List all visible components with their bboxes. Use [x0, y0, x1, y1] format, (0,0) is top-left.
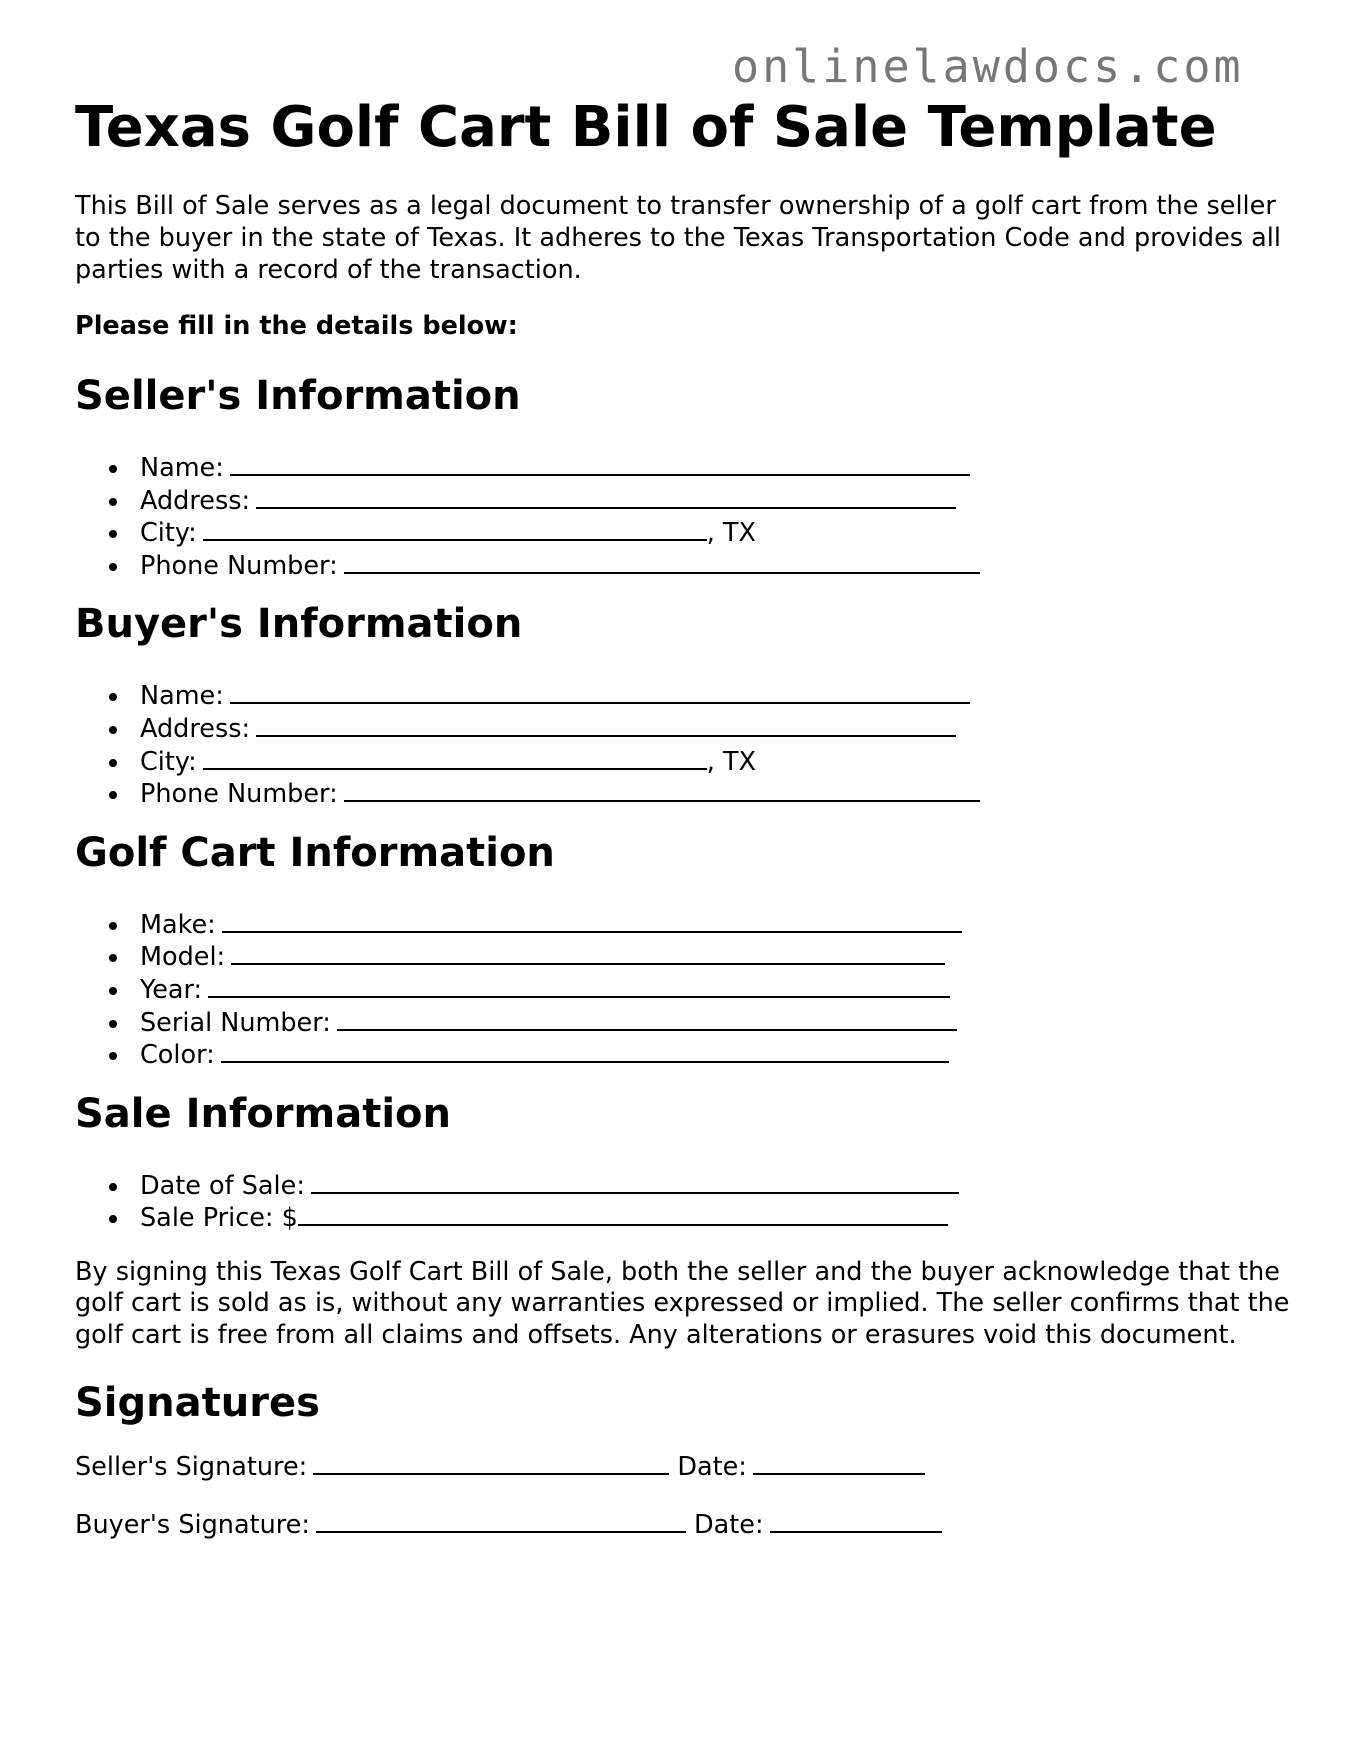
buyer-phone-blank[interactable]: [344, 778, 980, 802]
signatures-heading: Signatures: [75, 1380, 320, 1427]
cart-year-field[interactable]: Year:: [105, 974, 1305, 1007]
acknowledgement-paragraph: By signing this Texas Golf Cart Bill of Sale, both the seller and the buyer acknowledge that the golf cart is sold as is, without any warranties expressed or implied. The seller confirms that the golf cart is free from all claims and offsets. Any alterations or erasures void this document.: [75, 1256, 1290, 1350]
seller-signature-blank[interactable]: [313, 1451, 669, 1475]
seller-name-blank[interactable]: [230, 452, 970, 476]
sale-date-field[interactable]: Date of Sale:: [105, 1170, 1305, 1203]
seller-city-blank[interactable]: [203, 517, 707, 541]
cart-make-field[interactable]: Make:: [105, 909, 1305, 942]
sale-price-blank[interactable]: [298, 1202, 948, 1226]
cart-serial-blank[interactable]: [337, 1007, 957, 1031]
cart-color-field[interactable]: Color:: [105, 1039, 1305, 1072]
seller-phone-field[interactable]: Phone Number:: [105, 550, 1305, 583]
cart-model-blank[interactable]: [231, 941, 945, 965]
cart-model-field[interactable]: Model:: [105, 941, 1305, 974]
cart-year-blank[interactable]: [208, 974, 950, 998]
buyer-city-field[interactable]: City: , TX: [105, 746, 1305, 779]
buyer-signature-row[interactable]: Buyer's Signature: Date:: [75, 1509, 1305, 1541]
seller-address-field[interactable]: Address:: [105, 485, 1305, 518]
buyer-phone-field[interactable]: Phone Number:: [105, 778, 1305, 811]
fill-instruction: Please fill in the details below:: [75, 311, 518, 341]
seller-phone-blank[interactable]: [344, 550, 980, 574]
sale-price-field[interactable]: Sale Price: $: [105, 1202, 1305, 1235]
seller-signature-row[interactable]: Seller's Signature: Date:: [75, 1451, 1305, 1483]
seller-address-blank[interactable]: [256, 485, 956, 509]
buyer-heading: Buyer's Information: [75, 601, 523, 648]
buyer-address-field[interactable]: Address:: [105, 713, 1305, 746]
cart-fields: [75, 909, 1305, 1072]
sale-heading: Sale Information: [75, 1090, 451, 1137]
document-page: [75, 96, 1305, 1541]
sale-fields: [75, 1170, 1305, 1235]
buyer-signature-blank[interactable]: [316, 1509, 686, 1533]
cart-heading: Golf Cart Information: [75, 829, 555, 876]
seller-city-field[interactable]: City: , TX: [105, 517, 1305, 550]
intro-paragraph: This Bill of Sale serves as a legal document to transfer ownership of a golf cart from the seller to the buyer in the state of Texas. It adheres to the Texas Transportation Code and provides all parties with a record of the transaction.: [75, 191, 1281, 285]
buyer-date-blank[interactable]: [770, 1509, 942, 1533]
buyer-address-blank[interactable]: [256, 713, 956, 737]
buyer-city-blank[interactable]: [203, 746, 707, 770]
buyer-name-field[interactable]: Name:: [105, 680, 1305, 713]
cart-color-blank[interactable]: [221, 1039, 949, 1063]
sale-date-blank[interactable]: [311, 1170, 959, 1194]
seller-heading: Seller's Information: [75, 373, 521, 419]
seller-name-field[interactable]: Name:: [105, 452, 1305, 485]
seller-date-blank[interactable]: [753, 1451, 925, 1475]
page-title: Texas Golf Cart Bill of Sale Template: [75, 95, 1217, 160]
watermark: onlinelawdocs.com: [732, 40, 1244, 93]
seller-fields: [75, 452, 1305, 582]
buyer-fields: [75, 680, 1305, 810]
cart-make-blank[interactable]: [222, 909, 962, 933]
cart-serial-field[interactable]: Serial Number:: [105, 1007, 1305, 1040]
buyer-name-blank[interactable]: [230, 680, 970, 704]
